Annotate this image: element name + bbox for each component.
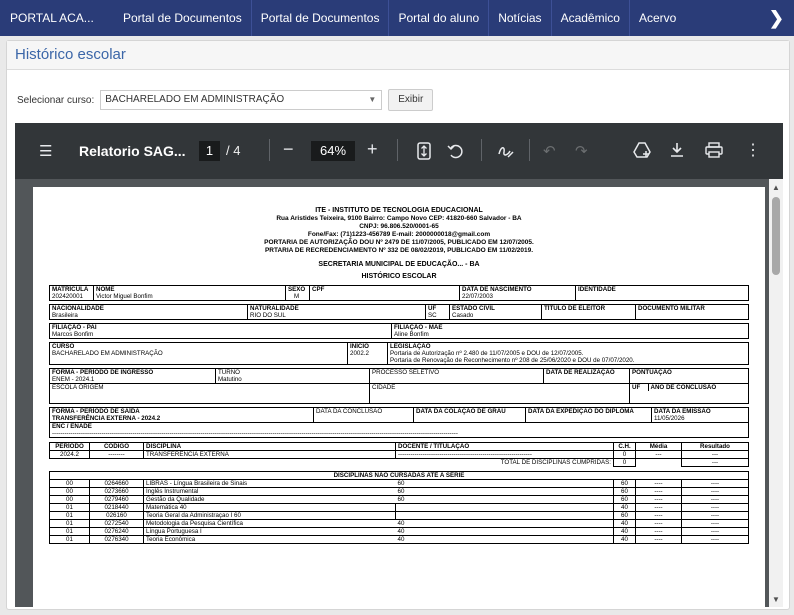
toolbar-divider bbox=[481, 139, 482, 161]
pdf-toolbar bbox=[15, 123, 783, 179]
student-info-table bbox=[49, 285, 749, 301]
rotate-icon[interactable] bbox=[447, 142, 465, 164]
ordinance-authorization: PORTARIA DE AUTORIZAÇÃO DOU Nº 2479 DE 11/07/2005, PUBLICADO EM 12/07/2005. bbox=[264, 239, 534, 246]
pending-table bbox=[49, 471, 749, 544]
history-panel bbox=[6, 40, 790, 610]
value-nome: Victor Miguel Bonfim bbox=[96, 293, 153, 300]
cell-docente: ----------------------------------------------------------------- bbox=[396, 451, 614, 459]
cell-p: 01 bbox=[50, 504, 90, 512]
cell-n: 60 bbox=[396, 480, 614, 488]
label-uf: UF bbox=[428, 305, 437, 312]
value-enade: ----------------------------------------------------------------------------------------------------------------------------------------------------------------------------------------------------- bbox=[52, 430, 458, 437]
value-emissao: 11/05/2026 bbox=[654, 415, 685, 422]
cell-r: ---- bbox=[682, 504, 749, 512]
value-saida: TRANSFERÊNCIA EXTERNA - 2024.2 bbox=[52, 415, 161, 422]
value-mae: Aline Bonfim bbox=[394, 331, 429, 338]
label-ingresso: FORMA - PERÍODO DE INGRESSO bbox=[52, 369, 154, 376]
scroll-up-icon[interactable]: ▲ bbox=[772, 183, 780, 192]
value-inicio: 2002.2 bbox=[350, 350, 369, 357]
scrollbar-thumb[interactable] bbox=[772, 197, 780, 275]
cell-n bbox=[396, 512, 614, 520]
label-uf-escola: UF bbox=[632, 384, 641, 391]
pending-title: DISCIPLINAS NÃO CURSADAS ATÉ A SÉRIE bbox=[50, 472, 749, 480]
cell-r: ---- bbox=[682, 512, 749, 520]
cell-d: Inglês Instrumental bbox=[144, 488, 396, 496]
label-processo-seletivo: PROCESSO SELETIVO bbox=[372, 369, 440, 376]
label-saida: FORMA - PERÍODO DE SAÍDA bbox=[52, 408, 140, 415]
cell-ch: 40 bbox=[614, 536, 636, 544]
label-mae: FILIAÇÃO - MÃE bbox=[394, 324, 443, 331]
label-sexo: SEXO bbox=[288, 286, 306, 293]
pdf-viewer bbox=[15, 123, 783, 607]
header-codigo: CÓDIGO bbox=[90, 443, 144, 451]
course-label: Selecionar curso: bbox=[17, 94, 95, 106]
label-cidade: CIDADE bbox=[372, 384, 396, 391]
cell-ch: 40 bbox=[614, 504, 636, 512]
cell-r: ---- bbox=[682, 528, 749, 536]
table-row bbox=[50, 504, 749, 512]
cell-m: ---- bbox=[636, 520, 682, 528]
table-row bbox=[50, 480, 749, 488]
total-value: 0 bbox=[614, 459, 636, 467]
cell-m: ---- bbox=[636, 528, 682, 536]
label-nascimento: DATA DE NASCIMENTO bbox=[462, 286, 532, 293]
cell-ch: 40 bbox=[614, 528, 636, 536]
cell-p: 01 bbox=[50, 536, 90, 544]
cell-c: 0218440 bbox=[90, 504, 144, 512]
label-data-conclusao: DATA DA CONCLUSÃO bbox=[316, 408, 383, 415]
label-curso: CURSO bbox=[52, 343, 75, 350]
label-emissao: DATA DA EMISSÃO bbox=[654, 408, 711, 415]
cell-ch: 0 bbox=[614, 451, 636, 459]
value-matricula: 202420001 bbox=[52, 293, 83, 300]
table-row bbox=[50, 528, 749, 536]
label-legislacao: LEGISLAÇÃO bbox=[390, 343, 431, 350]
cell-m: ---- bbox=[636, 488, 682, 496]
table-row bbox=[50, 520, 749, 528]
total-result: --- bbox=[682, 459, 749, 467]
cell-m: ---- bbox=[636, 480, 682, 488]
cell-m: ---- bbox=[636, 512, 682, 520]
label-matricula: MATRÍCULA bbox=[52, 286, 89, 293]
label-enade: ENC / ENADE bbox=[52, 423, 92, 430]
zoom-input[interactable]: 64% bbox=[311, 141, 355, 161]
toolbar-divider bbox=[397, 139, 398, 161]
label-documento-militar: DOCUMENTO MILITAR bbox=[638, 305, 705, 312]
cell-codigo: -------- bbox=[90, 451, 144, 459]
cell-r: ---- bbox=[682, 520, 749, 528]
undo-icon[interactable]: ↶ bbox=[543, 143, 556, 160]
cell-ch: 40 bbox=[614, 520, 636, 528]
table-row bbox=[50, 488, 749, 496]
cell-n: 40 bbox=[396, 528, 614, 536]
portal-brand[interactable]: PORTAL ACA... bbox=[10, 11, 94, 25]
label-naturalidade: NATURALIDADE bbox=[250, 305, 299, 312]
ordinance-recredential: PRTARIA DE RECREDENCIAMENTO Nº 332 DE 08/02/2019, PUBLICADO EM 11/02/2019. bbox=[264, 247, 534, 254]
nav-item-noticias[interactable]: Notícias bbox=[488, 0, 550, 36]
value-sexo: M bbox=[294, 293, 300, 300]
cell-p: 00 bbox=[50, 496, 90, 504]
cell-ch: 60 bbox=[614, 496, 636, 504]
report-title: HISTÓRICO ESCOLAR bbox=[361, 273, 437, 280]
cell-d: Matemática 40 bbox=[144, 504, 396, 512]
nav-item-portal-documentos[interactable]: Portal de Documentos bbox=[123, 11, 242, 25]
page-total-value: 4 bbox=[233, 143, 241, 158]
fit-page-icon[interactable] bbox=[417, 142, 431, 164]
label-pontuacao: PONTUAÇÃO bbox=[632, 369, 672, 376]
page-title: Histórico escolar bbox=[7, 41, 789, 70]
cell-n: 40 bbox=[396, 536, 614, 544]
cell-d: Língua Portuguesa I bbox=[144, 528, 396, 536]
value-legislacao-1: Portaria de Autorização nº 2.480 de 11/07/2005 e DOU de 12/07/2005. bbox=[390, 350, 584, 357]
cell-r: ---- bbox=[682, 496, 749, 504]
cell-resultado: --- bbox=[682, 451, 749, 459]
cell-n bbox=[396, 504, 614, 512]
course-table bbox=[49, 342, 749, 365]
pdf-scrollbar[interactable] bbox=[769, 179, 783, 607]
cell-m: ---- bbox=[636, 496, 682, 504]
label-nacionalidade: NACIONALIDADE bbox=[52, 305, 104, 312]
value-nacionalidade: Brasileira bbox=[52, 312, 78, 319]
download-icon[interactable] bbox=[669, 142, 685, 162]
label-escola-origem: ESCOLA ORIGEM bbox=[52, 384, 104, 391]
cell-n: 60 bbox=[396, 488, 614, 496]
cell-periodo: 2024.2 bbox=[50, 451, 90, 459]
redo-icon[interactable]: ↷ bbox=[575, 143, 588, 160]
cell-d: LIBRAS - Língua Brasileira de Sinais bbox=[144, 480, 396, 488]
table-row bbox=[50, 536, 749, 544]
label-expedicao: DATA DA EXPEDIÇÃO DO DIPLOMA bbox=[528, 408, 634, 415]
course-select[interactable] bbox=[100, 90, 382, 110]
header-periodo: PERÍODO bbox=[50, 443, 90, 451]
label-turno: TURNO bbox=[218, 369, 240, 376]
menu-icon[interactable]: ☰ bbox=[39, 143, 53, 160]
value-ingresso: ENEM - 2024.1 bbox=[52, 376, 95, 383]
institution-cnpj: CNPJ: 96.806.520/0001-65 bbox=[359, 223, 439, 230]
table-row bbox=[50, 512, 749, 520]
pdf-page bbox=[33, 187, 765, 607]
draw-icon[interactable] bbox=[497, 142, 515, 164]
toolbar-divider bbox=[269, 139, 270, 161]
cell-d: Teoria Geral da Administraçao I 60 bbox=[144, 512, 396, 520]
cell-d: Metodologia da Pesquisa Científica bbox=[144, 520, 396, 528]
pending-body bbox=[50, 480, 749, 544]
cell-disciplina: TRANSFERÊNCIA EXTERNA bbox=[144, 451, 396, 459]
minus-icon[interactable]: − bbox=[283, 139, 294, 159]
cell-p: 00 bbox=[50, 488, 90, 496]
course-selector-row bbox=[17, 89, 433, 111]
label-pai: FILIAÇÃO - PAI bbox=[52, 324, 97, 331]
cell-ch: 60 bbox=[614, 480, 636, 488]
show-button[interactable]: Exibir bbox=[388, 89, 433, 111]
cell-p: 01 bbox=[50, 512, 90, 520]
course-select-value: BACHARELADO EM ADMINISTRAÇÃO bbox=[105, 94, 285, 105]
total-row bbox=[50, 459, 749, 467]
header-disciplina: DISCIPLINA bbox=[144, 443, 396, 451]
cell-r: ---- bbox=[682, 488, 749, 496]
nav-item-academico[interactable]: Acadêmico bbox=[551, 0, 629, 36]
grades-table bbox=[49, 442, 749, 467]
cell-ch: 60 bbox=[614, 512, 636, 520]
secretariat: SECRETARIA MUNICIPAL DE EDUCAÇÃO... - BA bbox=[318, 261, 480, 268]
label-titulo-eleitor: TÍTULO DE ELEITOR bbox=[544, 305, 606, 312]
value-naturalidade: RIO DO SUL bbox=[250, 312, 286, 319]
report-header bbox=[49, 207, 749, 281]
parents-table bbox=[49, 323, 749, 339]
table-row bbox=[50, 496, 749, 504]
cell-n: 40 bbox=[396, 520, 614, 528]
nav-item-portal-aluno[interactable]: Portal do aluno bbox=[388, 0, 488, 36]
admission-table bbox=[49, 368, 749, 404]
cell-p: 01 bbox=[50, 520, 90, 528]
cell-c: 0264660 bbox=[90, 480, 144, 488]
page-total: / 4 bbox=[226, 143, 241, 158]
plus-icon[interactable]: + bbox=[367, 139, 378, 159]
cell-ch: 60 bbox=[614, 488, 636, 496]
total-label: TOTAL DE DISCIPLINAS CUMPRIDAS: bbox=[50, 459, 614, 467]
cell-m: ---- bbox=[636, 504, 682, 512]
cell-n: 60 bbox=[396, 496, 614, 504]
label-colacao: DATA DA COLAÇÃO DE GRAU bbox=[416, 408, 506, 415]
cell-p: 01 bbox=[50, 528, 90, 536]
header-resultado: Resultado bbox=[682, 443, 749, 451]
cell-c: 0279460 bbox=[90, 496, 144, 504]
value-estado-civil: Casado bbox=[452, 312, 474, 319]
institution-contact: Fone/Fax: (71)1223-456789 E-mail: 2000000018@gmail.com bbox=[307, 231, 491, 238]
top-navigation bbox=[0, 0, 794, 36]
value-legislacao-2: Portaria de Renovação de Reconhecimento nº 208 de 25/06/2020 e DOU de 07/07/2020. bbox=[390, 357, 635, 364]
cell-d: Gestão da Qualidade bbox=[144, 496, 396, 504]
cell-c: 0273660 bbox=[90, 488, 144, 496]
label-ano-conclusao: ANO DE CONCLUSÃO bbox=[650, 384, 717, 391]
nav-item-portal-documentos-2[interactable]: Portal de Documentos bbox=[251, 0, 389, 36]
cell-m: ---- bbox=[636, 536, 682, 544]
cell-r: ---- bbox=[682, 536, 749, 544]
label-identidade: IDENTIDADE bbox=[578, 286, 616, 293]
scroll-down-icon[interactable]: ▼ bbox=[772, 595, 780, 604]
grades-header-row bbox=[50, 443, 749, 451]
origin-table bbox=[49, 304, 749, 320]
value-nascimento: 22/07/2003 bbox=[462, 293, 493, 300]
label-nome: NOME bbox=[96, 286, 115, 293]
chevron-right-icon[interactable]: ❯ bbox=[768, 8, 784, 28]
chevron-down-icon: ▼ bbox=[368, 95, 377, 104]
label-inicio: INÍCIO bbox=[350, 343, 369, 350]
cell-d: Teoria Econômica bbox=[144, 536, 396, 544]
label-data-realizacao: DATA DE REALIZAÇÃO bbox=[546, 369, 615, 376]
page-number-input[interactable]: 1 bbox=[199, 141, 220, 161]
header-docente: DOCENTE / TITULAÇÃO bbox=[396, 443, 614, 451]
cell-c: 0272540 bbox=[90, 520, 144, 528]
toolbar-divider bbox=[529, 139, 530, 161]
value-curso: BACHARELADO EM ADMINISTRAÇÃO bbox=[52, 350, 163, 357]
cell-c: 0276240 bbox=[90, 528, 144, 536]
table-row bbox=[50, 451, 749, 459]
exit-table bbox=[49, 407, 749, 438]
label-estado-civil: ESTADO CIVIL bbox=[452, 305, 495, 312]
value-pai: Marcos Bonfim bbox=[52, 331, 94, 338]
cell-c: 026160 bbox=[90, 512, 144, 520]
cell-r: ---- bbox=[682, 480, 749, 488]
print-icon[interactable] bbox=[705, 142, 723, 162]
label-cpf: CPF bbox=[312, 286, 325, 293]
pdf-document-title: Relatorio SAG... bbox=[79, 143, 186, 159]
header-media: Média bbox=[636, 443, 682, 451]
institution-name: ITE - INSTITUTO DE TECNOLOGIA EDUCACIONAL bbox=[315, 207, 483, 214]
institution-address: Rua Aristides Teixeira, 9100 Bairro: Campo Novo CEP: 41820-660 Salvador - BA bbox=[276, 215, 522, 222]
header-ch: C.H. bbox=[614, 443, 636, 451]
value-uf: SC bbox=[428, 312, 437, 319]
add-drive-icon[interactable] bbox=[633, 142, 651, 162]
cell-media: --- bbox=[636, 451, 682, 459]
cell-p: 00 bbox=[50, 480, 90, 488]
more-icon[interactable]: ⋮ bbox=[745, 142, 761, 159]
value-turno: Matutino bbox=[218, 376, 242, 383]
cell-c: 0276340 bbox=[90, 536, 144, 544]
nav-item-acervo[interactable]: Acervo bbox=[629, 0, 685, 36]
